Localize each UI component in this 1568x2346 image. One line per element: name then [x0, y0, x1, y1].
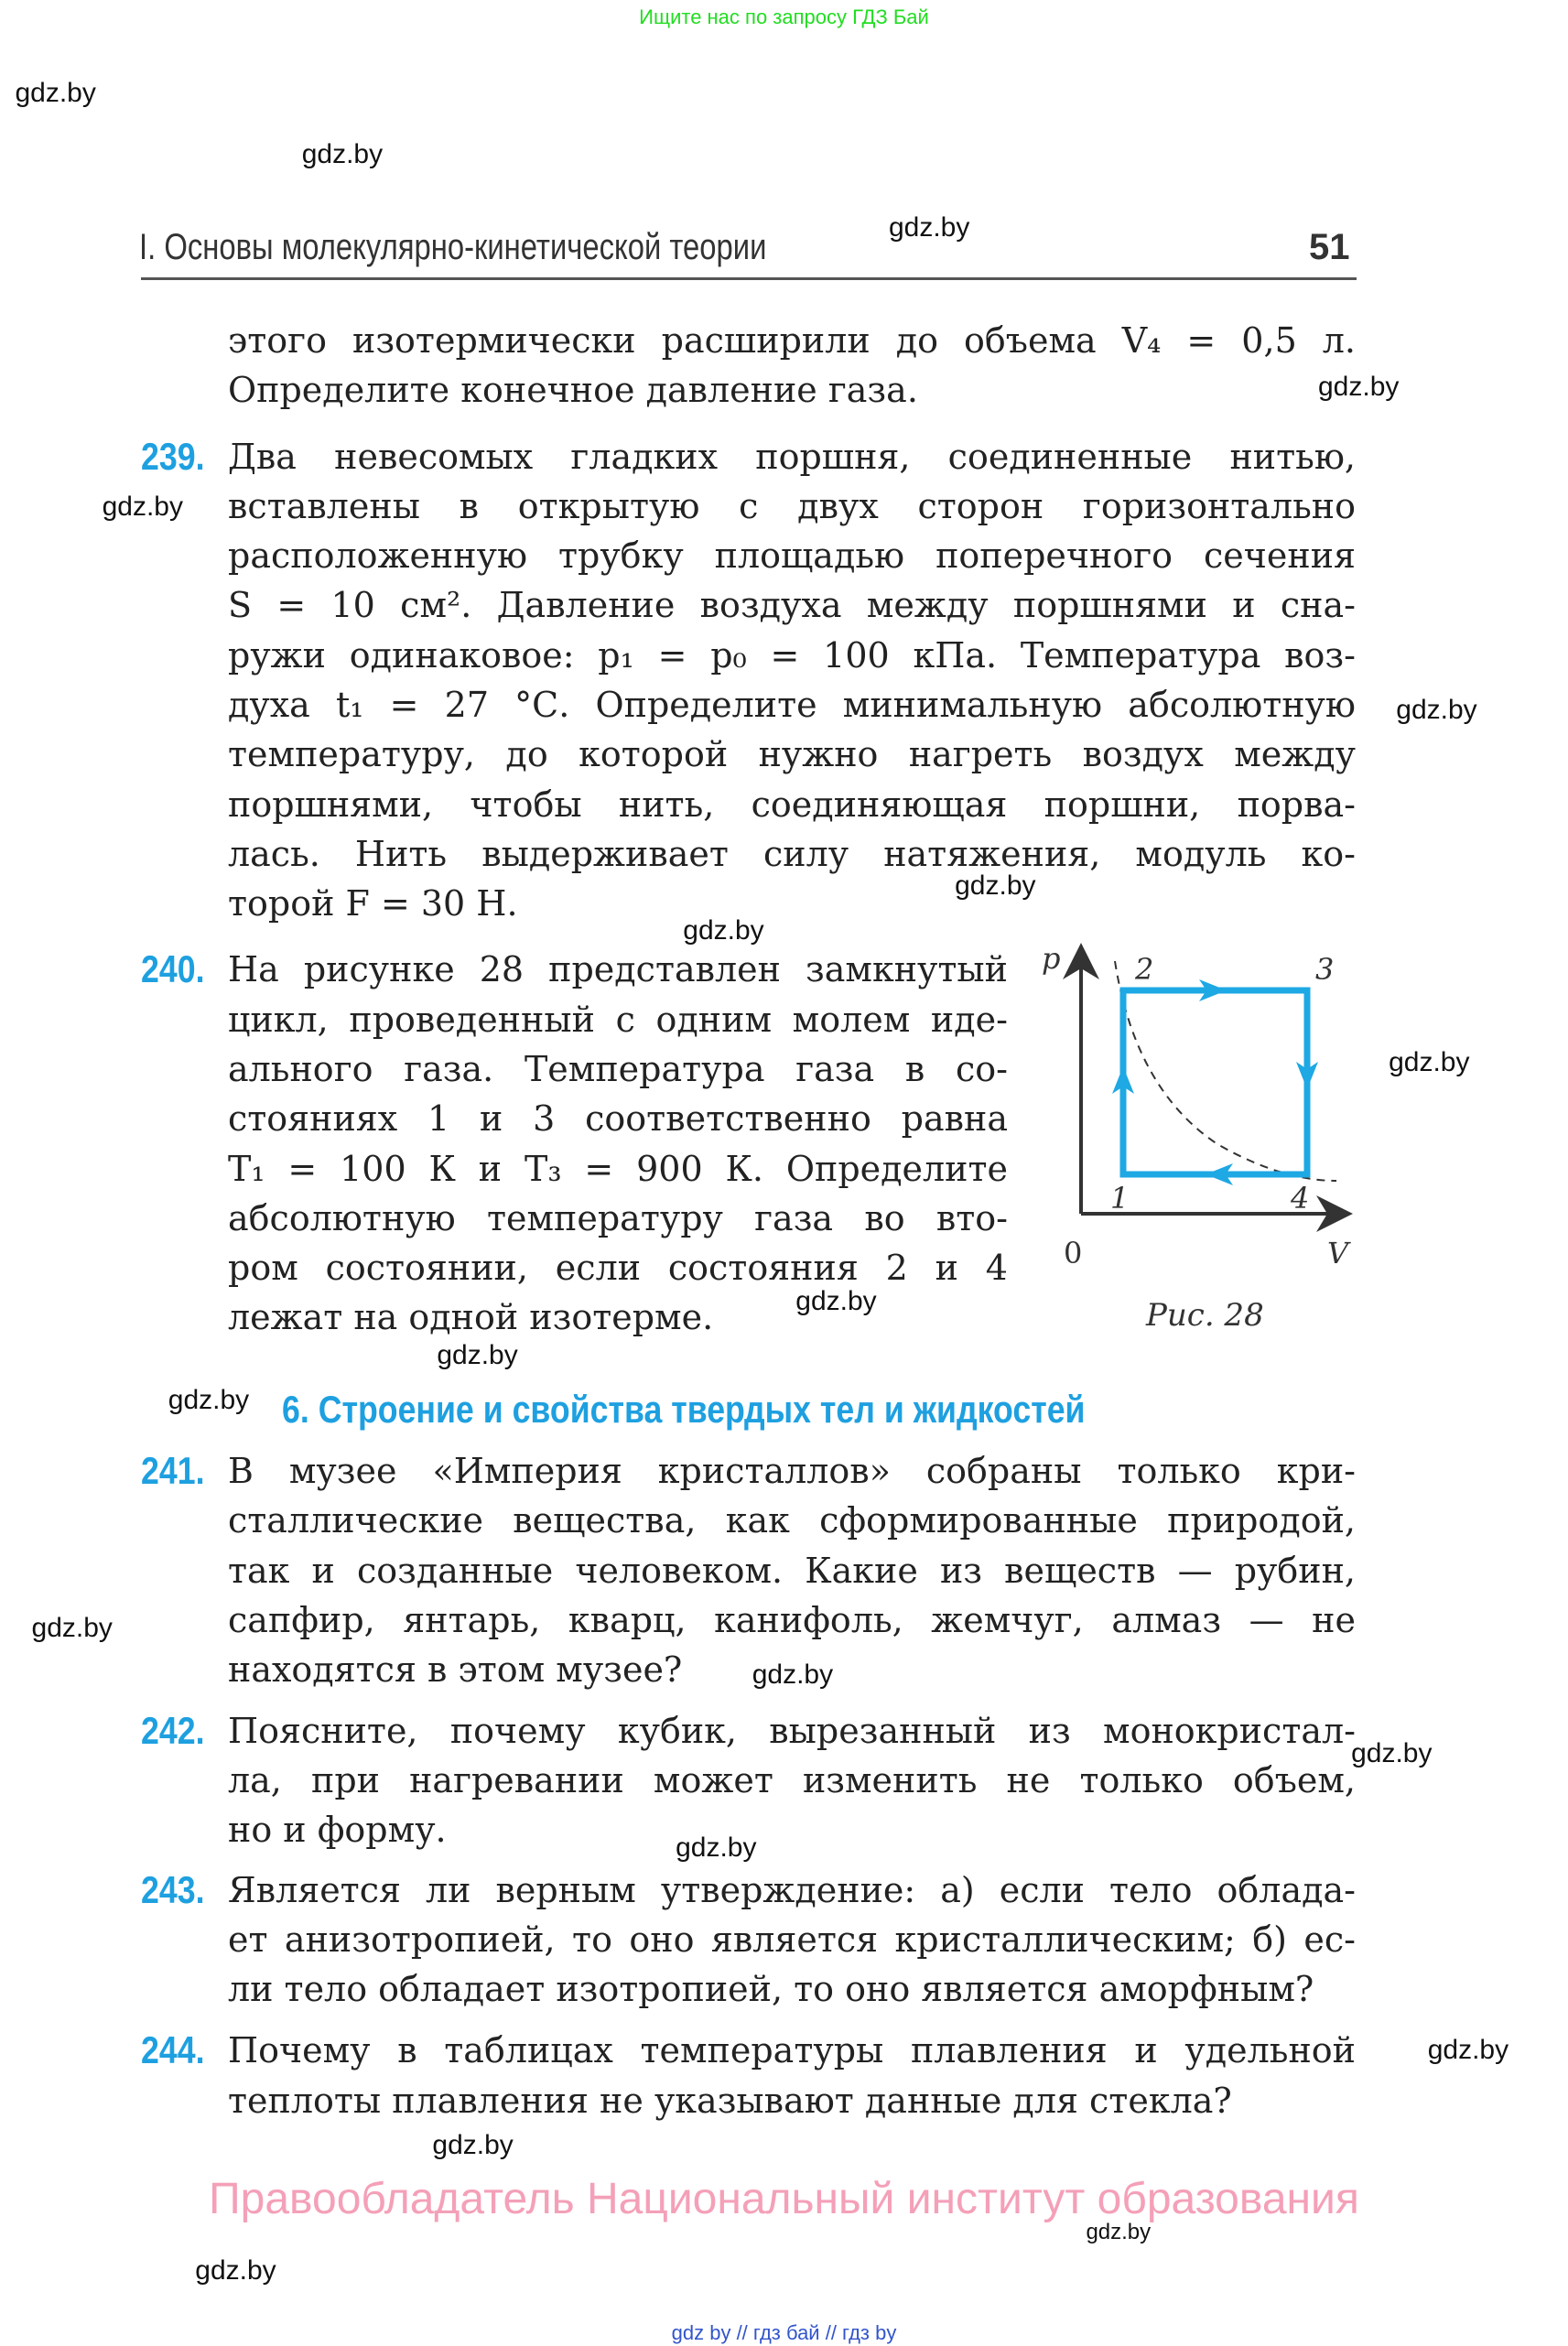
watermark: gdz.by	[1396, 694, 1477, 725]
text-line: Определите конечное давление газа.	[228, 370, 918, 411]
cycle-rectangle	[1123, 990, 1307, 1174]
watermark: gdz.by	[1389, 1047, 1470, 1078]
page-number: 51	[1309, 227, 1350, 267]
point-3-label: 3	[1315, 952, 1335, 987]
text-line: Является ли верным утверждение: а) если тело облада-	[228, 1869, 1356, 1910]
watermark: gdz.by	[102, 492, 183, 523]
top-banner[interactable]: Ищите нас по запросу ГДЗ Бай	[639, 5, 929, 28]
watermark: gdz.by	[752, 1659, 834, 1691]
text-line: На рисунке 28 представлен замкнутый	[228, 949, 1008, 990]
watermark: gdz.by	[195, 2255, 276, 2287]
header-rule	[141, 277, 1357, 280]
figure-caption: Рис. 28	[1146, 1297, 1264, 1334]
watermark: gdz.by	[432, 2129, 514, 2160]
watermark: gdz.by	[301, 138, 384, 169]
watermark: gdz.by	[31, 1613, 113, 1644]
text-line: S = 10 см². Давление воздуха между поршнями и сна-	[228, 585, 1356, 626]
footer-links[interactable]: gdz by // гдз бай // гдз by	[671, 2321, 897, 2344]
p-label: p	[1042, 941, 1061, 976]
text-line: Поясните, почему кубик, вырезанный из монокристал-	[228, 1710, 1356, 1751]
running-header-title: I. Основы молекулярно-кинетической теории	[139, 227, 767, 267]
point-1-label: 1	[1110, 1181, 1130, 1216]
watermark: gdz.by	[683, 914, 764, 946]
text-line: абсолютную температуру газа во вто-	[228, 1197, 1008, 1238]
problem-number: 242.	[141, 1708, 205, 1752]
watermark: gdz.by	[1317, 372, 1400, 403]
point-2-label: 2	[1135, 952, 1154, 987]
text-line: лежат на одной изотерме.	[228, 1297, 714, 1338]
text-line: ружи одинаковое: p₁ = p₀ = 100 кПа. Температура воз-	[228, 634, 1356, 676]
text-line: ром состоянии, если состояния 2 и 4	[228, 1248, 1008, 1289]
text-line: торой F = 30 Н.	[228, 883, 518, 924]
text-line: но и форму.	[228, 1810, 447, 1851]
text-line: духа t₁ = 27 °С. Определите минимальную абсолютную	[228, 684, 1356, 725]
watermark: gdz.by	[955, 870, 1036, 901]
text-line: так и созданные человеком. Какие из веществ — рубин,	[228, 1550, 1356, 1591]
text-line: стояниях 1 и 3 соответственно равна	[228, 1098, 1008, 1140]
text-line: этого изотермически расширили до объема V₄ = 0,5 л.	[228, 320, 1356, 362]
text-line: сталлические вещества, как сформированные природой,	[228, 1500, 1356, 1541]
text-line: цикл, проведенный с одним молем иде-	[228, 999, 1008, 1040]
figure-28	[1007, 915, 1391, 1336]
text-line: ет анизотропией, то оно является кристаллическим; б) ес-	[228, 1919, 1356, 1961]
text-line: Два невесомых гладких поршня, соединенные нитью,	[228, 436, 1356, 477]
watermark: gdz.by	[1086, 2219, 1152, 2244]
text-line: поршнями, чтобы нить, соединяющая поршни, порва-	[228, 784, 1356, 825]
v-label: V	[1327, 1236, 1349, 1270]
problem-number: 239.	[141, 434, 205, 478]
watermark: gdz.by	[168, 1385, 250, 1416]
watermark: gdz.by	[676, 1832, 757, 1863]
text-line: теплоты плавления не указывают данные для стекла?	[228, 2080, 1232, 2121]
point-4-label: 4	[1291, 1181, 1310, 1216]
watermark: gdz.by	[1427, 2035, 1509, 2066]
problem-number: 243.	[141, 1867, 205, 1911]
watermark: gdz.by	[795, 1285, 877, 1316]
text-line: сапфир, янтарь, кварц, канифоль, жемчуг, алмаз — не	[228, 1600, 1356, 1641]
origin-label: 0	[1064, 1236, 1083, 1270]
problem-number: 241.	[141, 1449, 205, 1493]
text-line: ла, при нагревании может изменить не только объем,	[228, 1760, 1356, 1801]
text-line: ального газа. Температура газа в со-	[228, 1049, 1008, 1089]
watermark: gdz.by	[15, 77, 96, 108]
text-line: В музее «Империя кристаллов» собраны только кри-	[228, 1451, 1356, 1492]
text-line: Почему в таблицах температуры плавления и удельной	[228, 2030, 1356, 2071]
watermark: gdz.by	[1351, 1737, 1433, 1768]
problem-number: 244.	[141, 2028, 205, 2072]
watermark: gdz.by	[888, 212, 970, 243]
problem-number: 240.	[141, 947, 205, 991]
text-line: находятся в этом музее?	[228, 1649, 683, 1691]
watermark: gdz.by	[437, 1339, 518, 1370]
text-line: ли тело обладает изотропией, то оно является аморфным?	[228, 1969, 1314, 2010]
text-line: вставлены в открытую с двух сторон горизонтально	[228, 485, 1356, 526]
copyright-notice: Правообладатель Национальный институт образования	[209, 2175, 1359, 2223]
text-line: лась. Нить выдерживает силу натяжения, модуль ко-	[228, 833, 1356, 874]
text-line: температуру, до которой нужно нагреть воздух между	[228, 734, 1356, 775]
text-line: T₁ = 100 К и T₃ = 900 К. Определите	[228, 1148, 1008, 1189]
section-title: 6. Строение и свойства твердых тел и жидкостей	[282, 1388, 1086, 1431]
text-line: расположенную трубку площадью поперечного сечения	[228, 535, 1356, 577]
